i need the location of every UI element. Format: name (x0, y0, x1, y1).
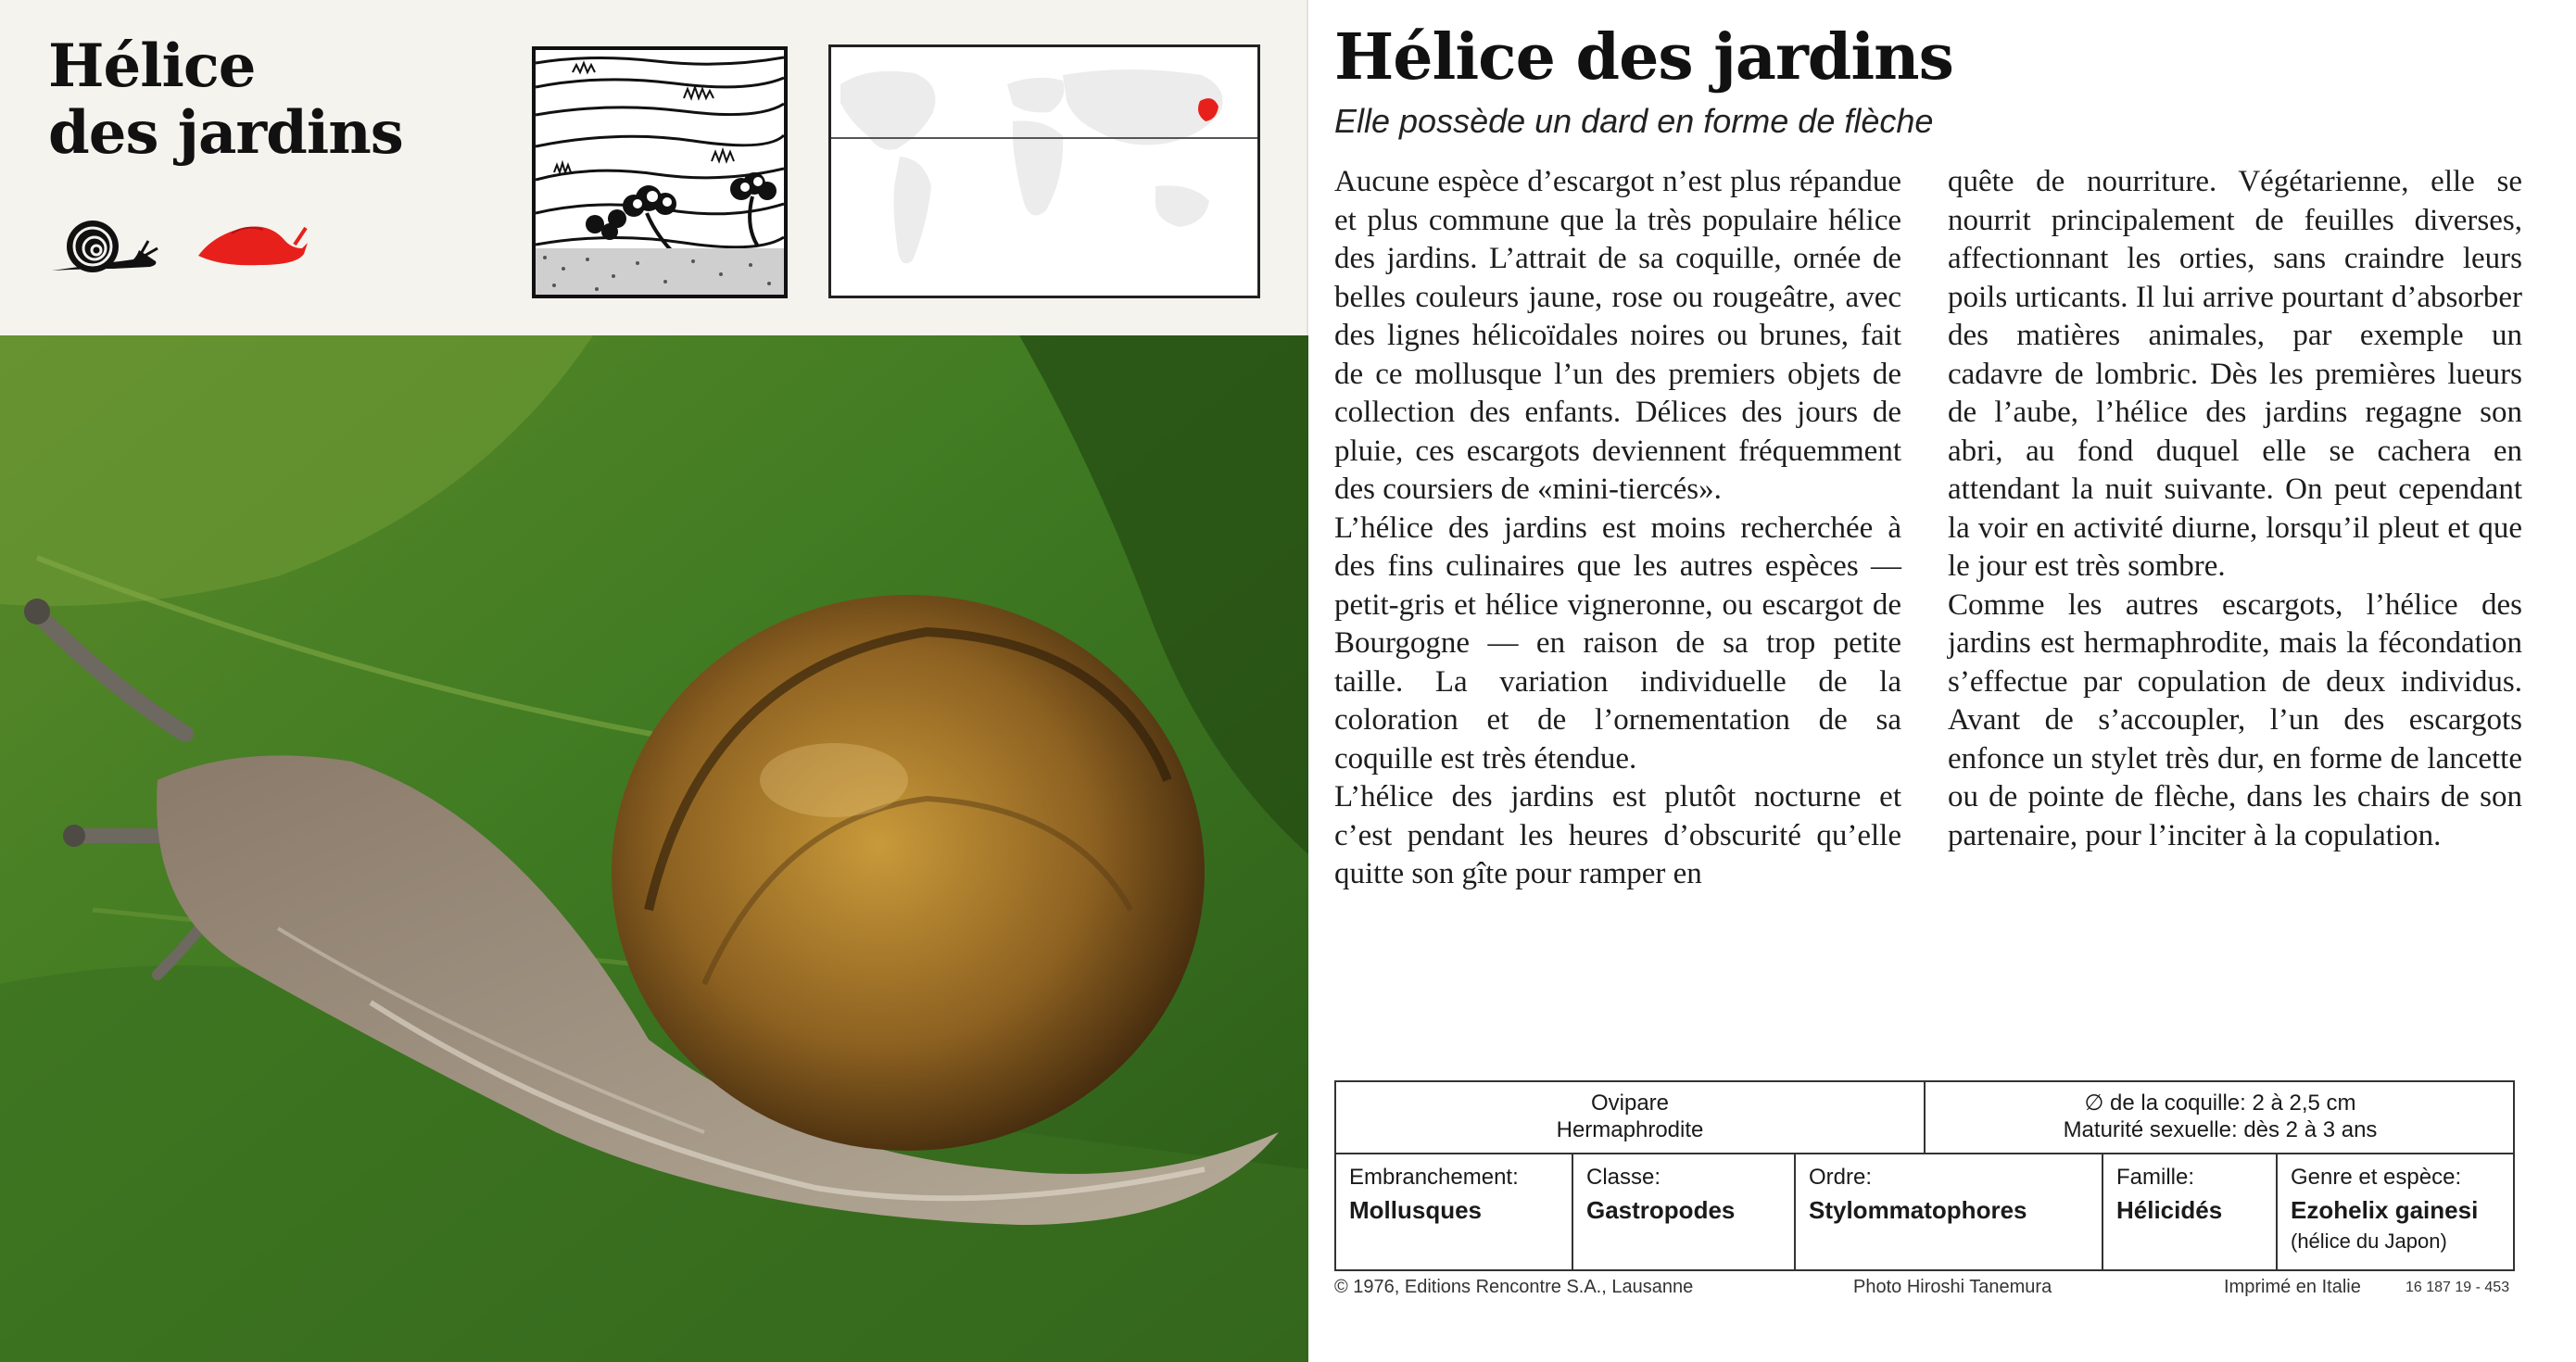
habitat-illustration (532, 46, 788, 298)
taxonomy-note: (hélice du Japon) (2291, 1230, 2447, 1253)
printed-in: Imprimé en Italie (2224, 1277, 2361, 1297)
distribution-map (828, 44, 1260, 298)
taxonomy-phylum (1336, 1154, 1573, 1269)
taxonomy-class (1573, 1154, 1796, 1269)
info-top-row (1336, 1082, 2513, 1154)
taxonomy-label: Ordre: (1809, 1165, 1873, 1190)
taxonomy-order (1796, 1154, 2103, 1269)
taxonomy-label: Genre et espèce: (2291, 1165, 2462, 1190)
taxonomy-label: Classe: (1586, 1165, 1661, 1190)
photo-credit: Photo Hiroshi Tanemura (1853, 1277, 2052, 1297)
taxonomy-value: Hélicidés (2116, 1196, 2223, 1224)
snail-photo (0, 335, 1308, 1362)
card-code: 16 187 19 - 453 (2406, 1280, 2510, 1295)
photo-image (0, 335, 1308, 1362)
taxonomy-value: Ezohelix gainesi (2291, 1196, 2479, 1224)
copyright: © 1976, Editions Rencontre S.A., Lausanne (1334, 1277, 1694, 1297)
shell-diameter: ∅ de la coquille: 2 à 2,5 cm (2084, 1091, 2356, 1116)
taxonomy-value: Stylommatophores (1809, 1196, 2027, 1224)
snail-icon (48, 213, 161, 280)
habitat-drawing (536, 50, 784, 295)
taxonomy-family (2103, 1154, 2278, 1269)
paragraph: Comme les autres escargots, l’hélice des jardins est hermaphrodite, mais la fécondation s’effectue par copulation de deux individus. Avant de s’accoupler, l’un des escargots enfonce un stylet très dur, en forme de lancette ou de pointe de flèche, dans les chairs de son partenaire, pour l’inciter à la copulation. (1948, 587, 2522, 852)
taxonomy-value: Gastropodes (1586, 1196, 1736, 1224)
card-title (48, 33, 403, 167)
card-header (0, 0, 1308, 335)
taxonomy-label: Famille: (2116, 1165, 2195, 1190)
info-table (1334, 1080, 2515, 1271)
text-column-right (1948, 163, 2522, 855)
taxonomy-species (2278, 1154, 2513, 1269)
paragraph: L’hélice des jardins est plutôt nocturne et c’est pendant les heures d’obscurité qu’elle quitte son gîte pour ramper en (1334, 780, 1901, 890)
back-subtitle: Elle possède un dard en forme de flèche (1334, 102, 1934, 140)
reproduction-2: Hermaphrodite (1556, 1117, 1704, 1142)
reproduction-cell (1336, 1082, 1926, 1153)
taxonomy-value: Mollusques (1349, 1196, 1483, 1224)
back-card (1308, 0, 2576, 1362)
card-title-line-2: des jardins (48, 98, 403, 168)
taxonomy-row (1336, 1154, 2513, 1269)
paragraph: L’hélice des jardins est moins recherchée à des fins culinaires que les autres espèces — petit-gris et hélice vigneronne, ou escargot de Bourgogne — en raison de sa trop petite taille. La variation individuelle de la coloration et de l’ornementation de sa coquille est très étendue. (1334, 511, 1901, 776)
red-snail-icon (195, 211, 311, 274)
paragraph: quête de nourriture. Végétarienne, elle se nourrit principalement de feuilles diverses, affectionnant les orties, sans craindre leurs poils urticants. Il lui arrive pourtant d’absorber des matières animales, par exemple un cadavre de lombric. Dès les premières lueurs de l’aube, l’hélice des jardins regagne son abri, au fond duquel elle se cachera en attendant la nuit suivante. On peut cependant la voir en activité diurne, lorsqu’il pleut et que le jour est très sombre. (1948, 165, 2522, 583)
size-cell (1927, 1082, 2513, 1153)
back-title: Hélice des jardins (1334, 20, 1953, 95)
sexual-maturity: Maturité sexuelle: dès 2 à 3 ans (2063, 1117, 2378, 1142)
card-title-line-1: Hélice (48, 32, 256, 101)
paragraph: Aucune espèce d’escargot n’est plus répandue et plus commune que la très populaire hélice des jardins. L’attrait de sa coquille, ornée de belles couleurs jaune, rose ou rougeâtre, avec des lignes hélicoïdales noires ou brunes, fait de ce mollusque l’un des premiers objets de collection des enfants. Délices des jours de pluie, ces escargots deviennent fréquemment des coursiers de «mini-tiercés». (1334, 165, 1901, 506)
text-column-left (1334, 163, 1901, 894)
world-map (831, 47, 1257, 296)
taxonomy-label: Embranchement: (1349, 1165, 1519, 1190)
footer (1334, 1277, 2539, 1305)
reproduction-1: Ovipare (1590, 1091, 1670, 1116)
